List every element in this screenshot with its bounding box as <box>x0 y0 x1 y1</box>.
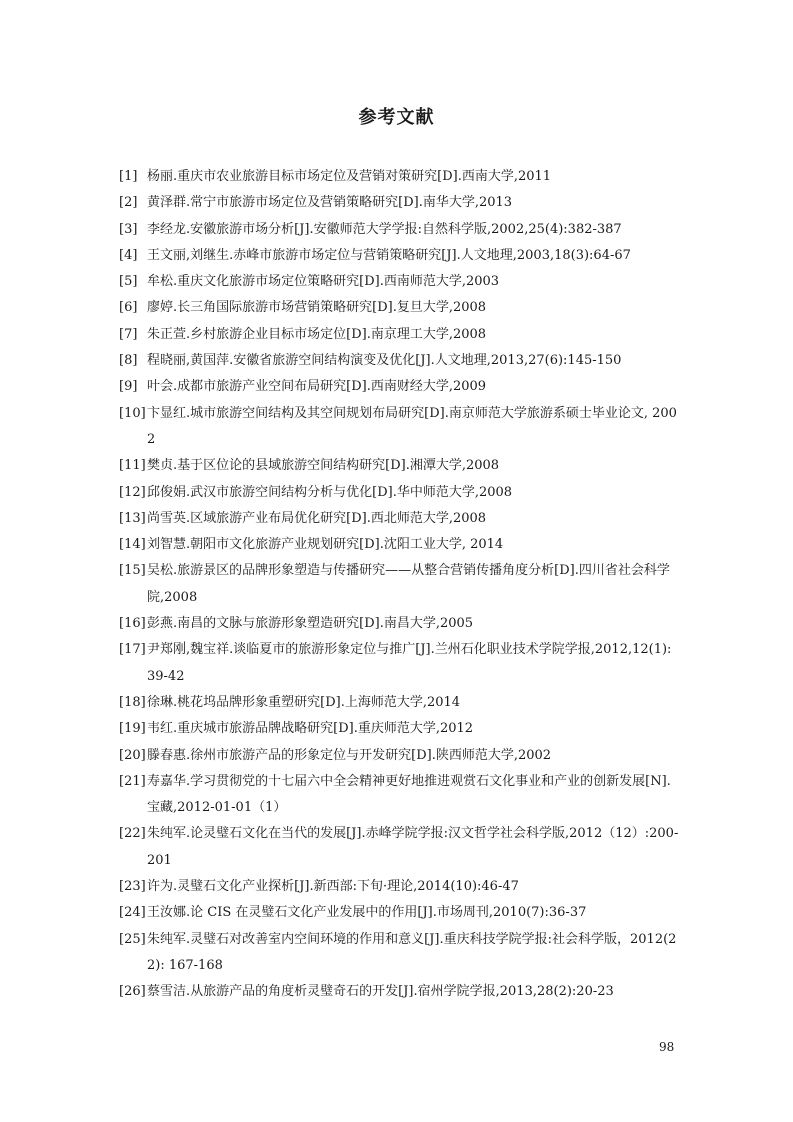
reference-item <box>119 453 679 479</box>
reference-item <box>119 874 679 900</box>
reference-number: [14] <box>119 537 146 553</box>
reference-list <box>119 164 679 1006</box>
reference-text: 程晓丽,黄国萍.安徽省旅游空间结构演变及优化[J].人文地理,2013,27(6):145-150 <box>147 353 622 369</box>
reference-item <box>119 243 679 269</box>
reference-text: 朱纯军.灵璧石对改善室内空间环境的作用和意义[J].重庆科技学院学报:社会科学版，2012(22): 167-168 <box>147 931 677 973</box>
reference-item <box>119 716 679 742</box>
reference-item <box>119 480 679 506</box>
reference-item <box>119 900 679 926</box>
reference-item <box>119 637 679 690</box>
reference-item <box>119 506 679 532</box>
reference-text: 彭燕.南昌的文脉与旅游形象塑造研究[D].南昌大学,2005 <box>147 616 474 632</box>
reference-item <box>119 927 679 980</box>
reference-number: [24] <box>119 905 146 921</box>
reference-item <box>119 979 679 1005</box>
reference-number: [21] <box>119 773 146 789</box>
reference-text: 廖婷.长三角国际旅游市场营销策略研究[D].复旦大学,2008 <box>147 300 487 316</box>
reference-text: 徐琳.桃花坞品牌形象重塑研究[D].上海师范大学,2014 <box>147 694 461 710</box>
reference-item <box>119 348 679 374</box>
reference-text: 蔡雪洁.从旅游产品的角度析灵璧奇石的开发[J].宿州学院学报,2013,28(2):20-23 <box>147 984 614 1000</box>
reference-number: [13] <box>119 510 146 526</box>
reference-text: 牟松.重庆文化旅游市场定位策略研究[D].西南师范大学,2003 <box>147 274 500 290</box>
reference-text: 王汝娜.论 CIS 在灵璧石文化产业发展中的作用[J].市场周刊,2010(7):36-37 <box>147 905 587 921</box>
reference-number: [7] <box>119 326 138 342</box>
reference-number: [10] <box>119 405 146 421</box>
reference-number: [26] <box>119 984 146 1000</box>
reference-text: 李经龙.安徽旅游市场分析[J].安徽师范大学学报:自然科学版,2002,25(4):382-387 <box>147 221 622 237</box>
reference-number: [15] <box>119 563 146 579</box>
reference-number: [25] <box>119 931 146 947</box>
reference-number: [23] <box>119 879 146 895</box>
reference-number: [16] <box>119 616 146 632</box>
reference-number: [9] <box>119 379 138 395</box>
reference-item <box>119 322 679 348</box>
reference-number: [18] <box>119 694 146 710</box>
reference-text: 叶会.成都市旅游产业空间布局研究[D].西南财经大学,2009 <box>147 379 487 395</box>
reference-item <box>119 190 679 216</box>
reference-text: 樊贞.基于区位论的县域旅游空间结构研究[D].湘潭大学,2008 <box>147 458 500 474</box>
reference-text: 朱纯军.论灵璧石文化在当代的发展[J].赤峰学院学报:汉文哲学社会科学版,2012（12）:200-201 <box>147 826 679 868</box>
reference-number: [19] <box>119 721 146 737</box>
reference-text: 杨丽.重庆市农业旅游目标市场定位及营销对策研究[D].西南大学,2011 <box>147 169 552 184</box>
reference-text: 寿嘉华.学习贯彻党的十七届六中全会精神更好地推进观赏石文化事业和产业的创新发展[N].宝藏,2012-01-01（1） <box>147 773 671 816</box>
reference-number: [22] <box>119 826 146 842</box>
reference-text: 朱正萱.乡村旅游企业目标市场定位[D].南京理工大学,2008 <box>147 326 487 342</box>
reference-item <box>119 269 679 295</box>
reference-item <box>119 401 679 454</box>
reference-number: [3] <box>119 221 138 237</box>
reference-number: [11] <box>119 458 146 474</box>
reference-text: 黄泽群.常宁市旅游市场定位及营销策略研究[D].南华大学,2013 <box>147 195 513 211</box>
reference-text: 滕春惠.徐州市旅游产品的形象定位与开发研究[D].陕西师范大学,2002 <box>147 747 552 763</box>
reference-text: 王文丽,刘继生.赤峰市旅游市场定位与营销策略研究[J].人文地理,2003,18(3):64-67 <box>147 247 631 263</box>
reference-text: 卞显红.城市旅游空间结构及其空间规划布局研究[D].南京师范大学旅游系硕士毕业论文, 2002 <box>147 405 677 447</box>
reference-number: [20] <box>119 747 146 763</box>
page-title: 参考文献 <box>358 107 435 128</box>
reference-text: 韦红.重庆城市旅游品牌战略研究[D].重庆师范大学,2012 <box>147 721 474 737</box>
reference-item <box>119 821 679 874</box>
reference-number: [17] <box>119 642 146 658</box>
reference-item <box>119 217 679 243</box>
reference-item <box>119 558 679 611</box>
reference-text: 尹郑刚,魏宝祥.谈临夏市的旅游形象定位与推广[J].兰州石化职业技术学院学报,2012,12(1):39-42 <box>147 642 672 684</box>
reference-text: 邱俊娟.武汉市旅游空间结构分析与优化[D].华中师范大学,2008 <box>147 484 513 500</box>
reference-item <box>119 374 679 400</box>
reference-text: 刘智慧.朝阳市文化旅游产业规划研究[D].沈阳工业大学, 2014 <box>147 537 504 553</box>
reference-number: [8] <box>119 353 138 369</box>
reference-item <box>119 743 679 769</box>
reference-number: [2] <box>119 195 138 211</box>
reference-text: 许为.灵璧石文化产业探析[J].新西部:下旬·理论,2014(10):46-47 <box>147 879 519 895</box>
reference-number: [4] <box>119 247 138 263</box>
reference-text: 尚雪英.区域旅游产业布局优化研究[D].西北师范大学,2008 <box>147 510 487 526</box>
reference-item <box>119 164 679 190</box>
reference-item <box>119 769 679 822</box>
reference-number: [12] <box>119 484 146 500</box>
page-number: 98 <box>659 1040 675 1054</box>
reference-number: [5] <box>119 274 138 290</box>
reference-number: [1] <box>119 169 138 184</box>
reference-item <box>119 690 679 716</box>
reference-item <box>119 611 679 637</box>
reference-item <box>119 295 679 321</box>
reference-item <box>119 532 679 558</box>
reference-number: [6] <box>119 300 138 316</box>
reference-text: 吴松.旅游景区的品牌形象塑造与传播研究——从整合营销传播角度分析[D].四川省社会科学院,2008 <box>147 563 670 605</box>
